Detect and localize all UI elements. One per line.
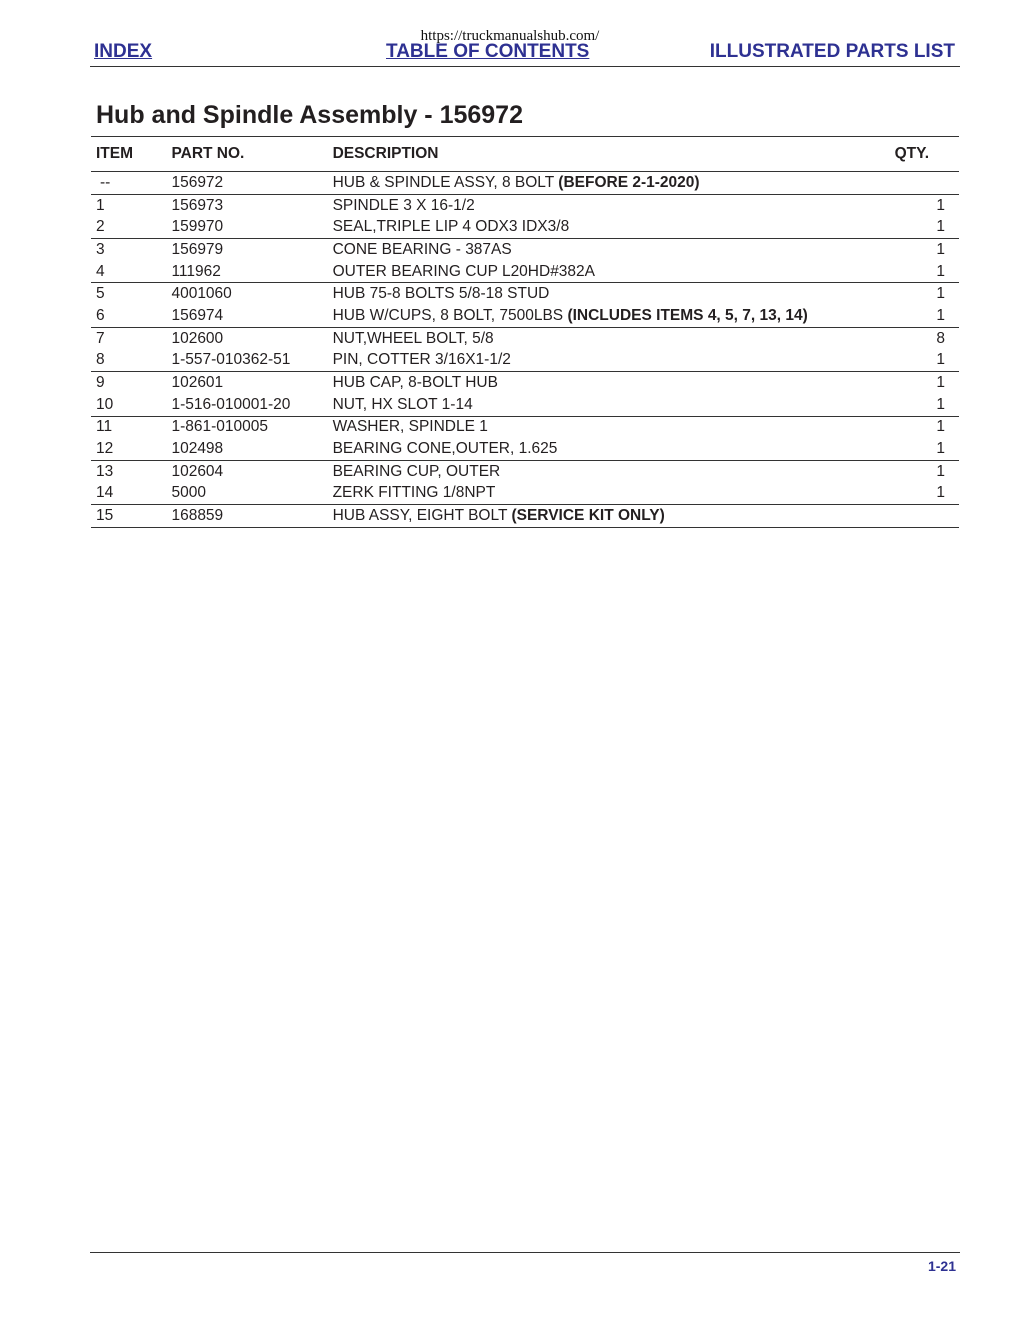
- item-cell: 3: [91, 239, 171, 261]
- table-row: [91, 350, 959, 372]
- footer-divider: [90, 1252, 960, 1253]
- table-row: [91, 438, 959, 460]
- qty-cell: 1: [936, 484, 945, 502]
- description-text: BEARING CUP, OUTER: [332, 462, 501, 480]
- item-cell: 8: [96, 351, 105, 369]
- item-cell: 10: [96, 395, 114, 413]
- description-text: NUT, HX SLOT 1-14: [332, 395, 473, 413]
- header-part-no: PART NO.: [171, 137, 332, 172]
- part-no-cell: 156972: [171, 173, 224, 191]
- description-cell: [333, 460, 895, 482]
- table-row: [91, 372, 959, 394]
- qty-cell: 1: [936, 262, 945, 280]
- description-text: SEAL,TRIPLE LIP 4 ODX3 IDX3/8: [332, 218, 570, 236]
- header-item: ITEM: [91, 137, 171, 172]
- description-cell: [333, 261, 895, 283]
- item-cell: --: [100, 173, 111, 191]
- description-cell: [333, 394, 895, 416]
- item-cell: 1: [91, 194, 171, 216]
- qty-cell: 1: [936, 306, 945, 324]
- description-text: WASHER, SPINDLE 1: [332, 418, 488, 436]
- table-row: [91, 305, 959, 327]
- description-cell: [333, 172, 895, 195]
- qty-cell: 1: [936, 440, 945, 458]
- description-cell: [333, 327, 895, 349]
- description-cell: [333, 438, 895, 460]
- page-title: Hub and Spindle Assembly - 156972: [96, 101, 523, 129]
- description-text: HUB 75-8 BOLTS 5/8-18 STUD: [332, 285, 550, 303]
- table-row: [91, 261, 959, 283]
- part-no-cell: 1-557-010362-51: [171, 351, 291, 369]
- description-text: OUTER BEARING CUP L20HD#382A: [332, 262, 596, 280]
- description-cell: [333, 416, 895, 438]
- item-cell: 6: [96, 306, 105, 324]
- description-cell: [333, 305, 895, 327]
- qty-cell: 8: [895, 327, 959, 349]
- qty-cell: [895, 172, 959, 195]
- table-row: [91, 460, 959, 482]
- description-text: BEARING CONE,OUTER, 1.625: [332, 440, 558, 458]
- table-row: [91, 283, 959, 305]
- qty-cell: 1: [895, 460, 959, 482]
- table-row: [91, 194, 959, 216]
- qty-cell: 1: [895, 194, 959, 216]
- description-text: HUB CAP, 8-BOLT HUB: [332, 374, 498, 392]
- description-text: ZERK FITTING 1/8NPT: [332, 484, 496, 502]
- part-no-cell: 5000: [171, 484, 206, 502]
- part-no-cell: 102604: [171, 460, 332, 482]
- table-row: [91, 416, 959, 438]
- part-no-cell: 159970: [171, 218, 224, 236]
- description-note: (SERVICE KIT ONLY): [511, 507, 665, 525]
- qty-cell: 1: [895, 283, 959, 305]
- description-text: PIN, COTTER 3/16X1-1/2: [332, 351, 511, 369]
- table-header-row: [91, 137, 959, 172]
- description-cell: [333, 372, 895, 394]
- item-cell: 2: [96, 218, 105, 236]
- description-cell: [333, 216, 895, 238]
- parts-table: [91, 136, 959, 528]
- description-text: NUT,WHEEL BOLT, 5/8: [332, 329, 494, 347]
- description-text: HUB ASSY, EIGHT BOLT: [332, 507, 512, 525]
- parts-table-body: [91, 172, 959, 528]
- part-no-cell: 102498: [171, 440, 224, 458]
- part-no-cell: 1-516-010001-20: [171, 395, 291, 413]
- qty-cell: 1: [895, 416, 959, 438]
- qty-cell: 1: [895, 372, 959, 394]
- part-no-cell: 4001060: [171, 283, 332, 305]
- part-no-cell: 102601: [171, 372, 332, 394]
- part-no-cell: 102600: [171, 327, 332, 349]
- page-number: 1-21: [927, 1258, 956, 1274]
- part-no-cell: 156979: [171, 239, 332, 261]
- part-no-cell: 111962: [171, 262, 221, 280]
- part-no-cell: 168859: [171, 505, 332, 528]
- table-row: [91, 239, 959, 261]
- description-cell: [333, 505, 895, 528]
- table-row: [91, 216, 959, 238]
- description-note: (BEFORE 2-1-2020): [558, 173, 700, 191]
- item-cell: 12: [96, 440, 114, 458]
- part-no-cell: 156973: [171, 194, 332, 216]
- index-link[interactable]: INDEX: [94, 41, 153, 62]
- description-cell: [333, 350, 895, 372]
- description-cell: [333, 283, 895, 305]
- item-cell: 14: [96, 484, 114, 502]
- table-row: [91, 505, 959, 528]
- description-text: CONE BEARING - 387AS: [332, 240, 512, 258]
- item-cell: 5: [91, 283, 171, 305]
- description-cell: [333, 194, 895, 216]
- table-row: [91, 327, 959, 349]
- qty-cell: 1: [936, 218, 945, 236]
- part-no-cell: 1-861-010005: [171, 416, 332, 438]
- table-of-contents-link[interactable]: TABLE OF CONTENTS: [386, 41, 590, 62]
- table-row: [91, 394, 959, 416]
- item-cell: 9: [91, 372, 171, 394]
- item-cell: 15: [91, 505, 171, 528]
- header-description: DESCRIPTION: [333, 137, 895, 172]
- item-cell: 4: [96, 262, 105, 280]
- description-text: SPINDLE 3 X 16-1/2: [332, 196, 475, 214]
- description-text: HUB W/CUPS, 8 BOLT, 7500LBS: [332, 306, 568, 324]
- page-header: [90, 40, 960, 67]
- illustrated-parts-list-link[interactable]: ILLUSTRATED PARTS LIST: [709, 41, 955, 62]
- table-row: [91, 483, 959, 505]
- description-cell: [333, 483, 895, 505]
- watermark-url: https://truckmanualshub.com/: [420, 28, 600, 44]
- qty-cell: 1: [936, 395, 945, 413]
- header-qty: QTY.: [895, 137, 959, 172]
- item-cell: 7: [91, 327, 171, 349]
- table-row: [91, 172, 959, 195]
- item-cell: 11: [91, 416, 171, 438]
- qty-cell: 1: [936, 351, 945, 369]
- qty-cell: [895, 505, 959, 528]
- description-note: (INCLUDES ITEMS 4, 5, 7, 13, 14): [567, 306, 808, 324]
- description-text: HUB & SPINDLE ASSY, 8 BOLT: [332, 173, 559, 191]
- part-no-cell: 156974: [171, 306, 224, 324]
- item-cell: 13: [91, 460, 171, 482]
- description-cell: [333, 239, 895, 261]
- qty-cell: 1: [895, 239, 959, 261]
